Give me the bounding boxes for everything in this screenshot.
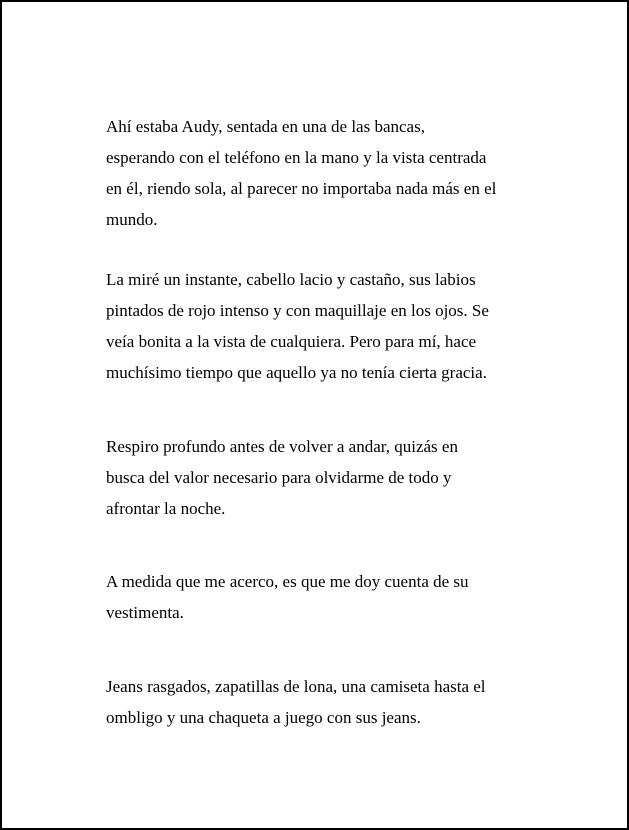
paragraph-line: en él, riendo sola, al parecer no importaba nada más en el <box>106 179 497 198</box>
paragraph-line: Ahí estaba Audy, sentada en una de las bancas, <box>106 117 425 136</box>
paragraph-2 <box>106 264 536 388</box>
paragraph-spacer <box>106 628 536 671</box>
paragraph-line: pintados de rojo intenso y con maquillaje en los ojos. Se <box>106 301 489 320</box>
paragraph-spacer <box>106 235 536 264</box>
paragraph-line: busca del valor necesario para olvidarme de todo y <box>106 468 452 487</box>
paragraph-line: La miré un instante, cabello lacio y castaño, sus labios <box>106 270 476 289</box>
paragraph-line: mundo. <box>106 210 158 229</box>
paragraph-line: muchísimo tiempo que aquello ya no tenía cierta gracia. <box>106 363 487 382</box>
paragraph-spacer <box>106 524 536 566</box>
document-body <box>106 111 536 733</box>
paragraph-1 <box>106 111 536 235</box>
paragraph-4 <box>106 566 536 628</box>
paragraph-line: ombligo y una chaqueta a juego con sus jeans. <box>106 708 421 727</box>
paragraph-line: Jeans rasgados, zapatillas de lona, una camiseta hasta el <box>106 677 486 696</box>
paragraph-line: Respiro profundo antes de volver a andar, quizás en <box>106 437 458 456</box>
paragraph-spacer <box>106 388 536 431</box>
paragraph-line: esperando con el teléfono en la mano y la vista centrada <box>106 148 487 167</box>
paragraph-line: afrontar la noche. <box>106 499 226 518</box>
paragraph-3 <box>106 431 536 524</box>
paragraph-5 <box>106 671 536 733</box>
paragraph-line: veía bonita a la vista de cualquiera. Pero para mí, hace <box>106 332 477 351</box>
paragraph-line: A medida que me acerco, es que me doy cuenta de su <box>106 572 469 591</box>
paragraph-line: vestimenta. <box>106 603 184 622</box>
